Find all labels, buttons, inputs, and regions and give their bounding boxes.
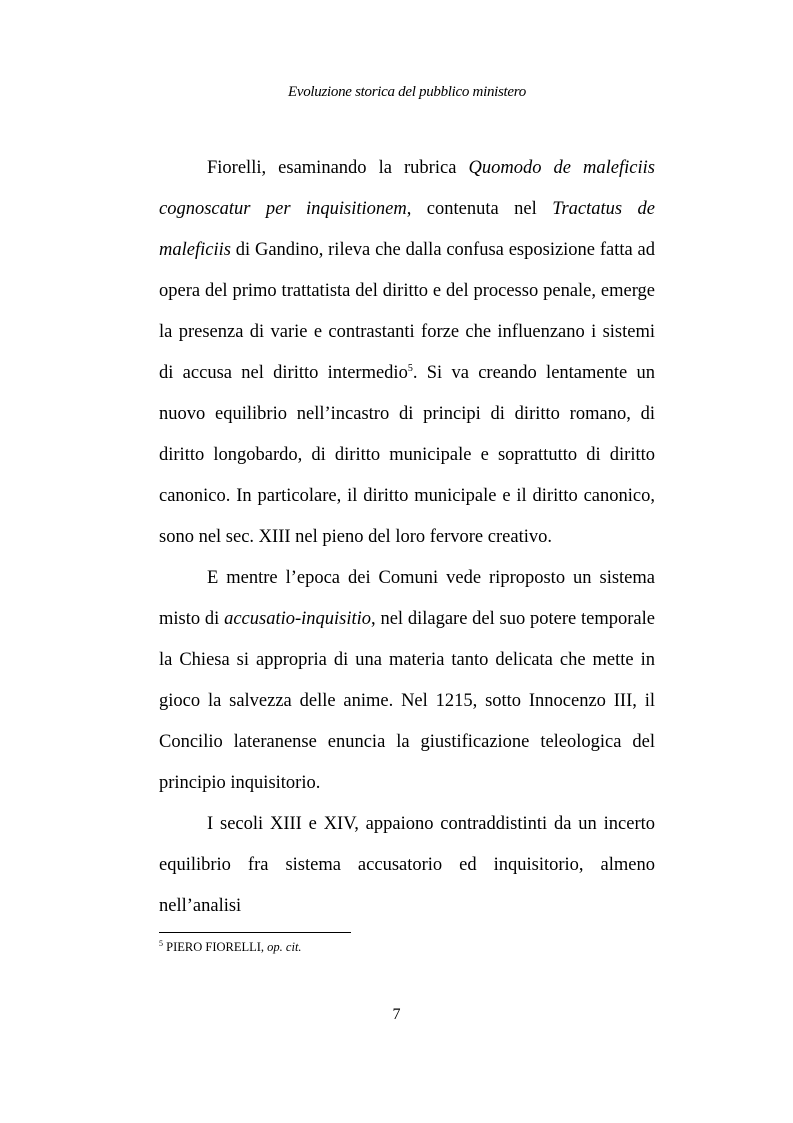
page-number: 7: [392, 1006, 401, 1023]
body-text: [159, 148, 655, 927]
footnote-reference[interactable]: 5: [407, 362, 413, 374]
p1-text-3: di Gandino, rileva che dalla confusa esposizione fatta ad opera del primo trattatista del diritto e del processo penale, emerge la presenza di varie e contrastanti forze che influenzano i sistemi di accusa nel diritto intermedio: [159, 240, 655, 383]
p1-text-4: . Si va creando lentamente un nuovo equilibrio nell’incastro di principi di diritto romano, di diritto longobardo, di diritto municipale e soprattutto di diritto canonico. In particolare, il diritto municipale e il diritto canonico, sono nel sec. XIII nel pieno del loro fervore creativo.: [159, 363, 655, 547]
footnote-citation: op. cit.: [267, 940, 302, 954]
paragraph-2: [159, 558, 655, 804]
footnote-separator: [159, 932, 351, 933]
footnote: [159, 940, 302, 955]
footnote-author: PIERO FIORELLI,: [163, 940, 268, 954]
p2-text-2: , nel dilagare del suo potere temporale la Chiesa si appropria di una materia tanto delicata che mette in gioco la salvezza delle anime. Nel 1215, sotto Innocenzo III, il Concilio lateranense enuncia la giustificazione teleologica del principio inquisitorio.: [159, 609, 655, 793]
p1-text-1: Fiorelli, esaminando la rubrica: [207, 158, 469, 178]
p3-text-1: I secoli XIII e XIV, appaiono contraddistinti da un incerto equilibrio fra sistema accusatorio ed inquisitorio, almeno nell’analisi: [159, 814, 655, 916]
footnote-number: 5: [159, 938, 163, 948]
p2-text-1: E mentre l’epoca dei Comuni vede riproposto un sistema misto di: [159, 568, 655, 629]
running-header: Evoluzione storica del pubblico ministero: [288, 84, 526, 100]
p1-treatise-title: Tractatus de maleficiis: [159, 199, 656, 260]
p1-latin-rubric: Quomodo de maleficiis cognoscatur per inquisitionem: [159, 158, 655, 219]
p1-text-2: , contenuta nel: [406, 199, 553, 219]
p2-latin-term: accusatio-inquisitio: [224, 609, 372, 629]
paragraph-1: [159, 148, 655, 558]
paragraph-3: [159, 804, 655, 927]
